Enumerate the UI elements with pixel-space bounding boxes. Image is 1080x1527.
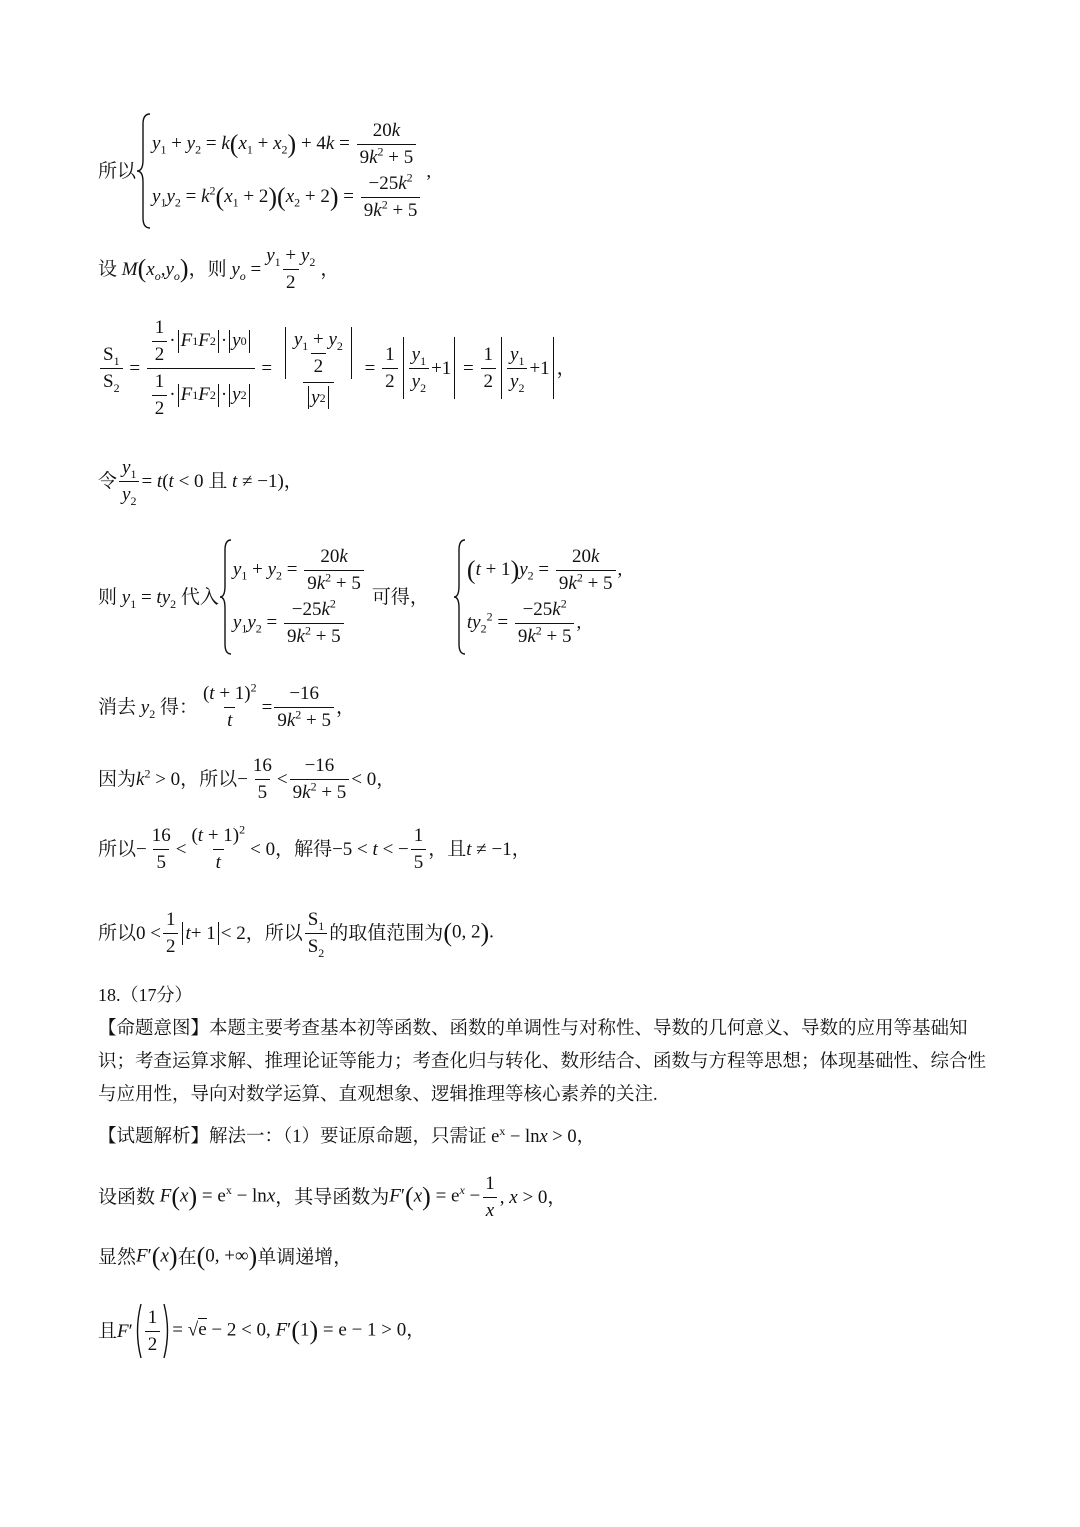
left-brace-icon — [453, 538, 467, 656]
section-heading: 18.（17分） — [98, 985, 193, 1005]
label-suoyi5: ，所以 — [245, 922, 303, 944]
label-zai: 在 — [177, 1246, 197, 1268]
intent-label: 【命题意图】 — [98, 1019, 210, 1039]
label-jiede: ，解得 — [275, 838, 333, 860]
function-definition: 设函数 $F(x) = e^x - \ln x$ ，其导函数为 $F'(x) = e^x$ − $\frac{1}{x}$ , x > 0， — [98, 1173, 567, 1221]
label-suoyi4: 所以 — [98, 922, 137, 944]
eq-sum: $y_1 + y_2 = k(x_1 + x_2) + 4k$ = $\frac{20k}{9k^2 + 5}$ — [152, 121, 422, 168]
sign-check-line: 且 F′ $\frac{1}{2}$ = √e − 2 < 0, F′(1) = e − 1 > 0， — [98, 1302, 425, 1360]
eq-product: $y_1y_2 = k^2(x_1 + 2)(x_2 + 2)$ = $\frac{-25k^2}{9k^2 + 5}$ — [152, 174, 422, 221]
label-suoyi: 所以 — [98, 160, 137, 182]
label-she: 设 — [98, 258, 118, 280]
label-quzhi: 的取值范围为 — [329, 922, 444, 944]
label-dandi: 单调递增， — [257, 1246, 353, 1268]
substitute-system: 则 $y_1 = ty_2$ 代入 $y_1 + y_2$ = $\frac{20k}{9k^2 + 5}$ $y_1y_2$ = $\frac{-25k^2}{9k^2 + 5}$ 可得， $(t + 1)y_2$ = $\frac{20k}{9k^2 + 5}$ , $ty_2^2$ = $\frac{-25k^2}{9k^2 + 5}$ , — [98, 538, 622, 656]
area-ratio-equation: $\frac{S_1}{S_2}$ = $\frac{1}{2}$ · F 1 F 2 · y 0 $\frac{1}{2}$ · F 1 F 2 · y 2 = $\frac{y_1 + y_2}{2}$ y 2 = $\frac{1}{2}$ $\frac{y_1}{y_2}$ +1 = $\frac{1}{2}$ $\frac{y_1}{y_2}$ +1 ， — [98, 318, 576, 419]
analysis-intro: 解法一：（1）要证原命题，只需证 — [209, 1127, 487, 1147]
right-paren-icon — [162, 1302, 172, 1360]
label-suoyi3: 所以 — [98, 838, 137, 860]
analysis-label: 【试题解析】 — [98, 1127, 210, 1147]
set-func: 设函数 — [98, 1186, 156, 1208]
monotonic-line: 显然 F′(x) 在 (0, +∞) 单调递增， — [98, 1242, 353, 1271]
intent-text: 本题主要考查基本初等函数、函数的单调性与对称性、导数的几何意义、导数的应用等基础知识；考查运算求解、推理论证等能力；考查化归与转化、数形结合、函数与方程等思想；体现基础性、综合性与应用性，导向对数学运算、直观想象、逻辑推理等核心素养的关注. — [98, 1019, 987, 1105]
label-qie2: ，且 — [428, 838, 467, 860]
label-xiaoqu: 消去 — [98, 696, 137, 718]
label-ze2: 则 — [98, 586, 118, 608]
left-paren-icon — [133, 1302, 143, 1360]
system-sum-product: 所以 $y_1 + y_2 = k(x_1 + x_2) + 4k$ = $\frac{20k}{9k^2 + 5}$ $y_1y_2 = k^2(x_1 + 2)(x_2 + 2)$ = $\frac{-25k^2}{9k^2 + 5}$ , — [98, 112, 431, 230]
label-kede: 可得， — [371, 586, 429, 608]
bound-inequality: 因为 $k^2 > 0$ ，所以 − $\frac{16}{5}$ < $\frac{-16}{9k^2 + 5}$ < 0， — [98, 755, 396, 803]
label-ling: 令 — [98, 470, 118, 492]
substitution-t: 令 $\frac{y_1}{y_2}$ = t(t < 0 且 t ≠ −1)， — [98, 457, 303, 508]
system-rows — [152, 121, 422, 221]
label-xianran: 显然 — [98, 1246, 137, 1268]
label-suoyi2: ，所以 — [180, 768, 238, 790]
left-brace-icon — [219, 538, 233, 656]
derivative-is: ，其导函数为 — [275, 1186, 390, 1208]
label-qie: 且 — [208, 470, 228, 492]
solve-t: 所以 − $\frac{16}{5}$ < $\frac{(t + 1)^2}{t}$ < 0 ，解得 −5 < t < − $\frac{1}{5}$ ，且 t ≠ −1， — [98, 822, 531, 873]
label-ze: ，则 — [188, 258, 227, 280]
eliminate-y2: 消去 $y_2$ 得： $\frac{(t + 1)^2}{t}$ = $\frac{-16}{9k^2 + 5}$ ， — [98, 680, 356, 731]
intent-paragraph — [98, 1013, 998, 1112]
range-result: 所以 0 < $\frac{1}{2}$ t + 1 < 2 ，所以 $\frac{S_1}{S_2}$ 的取值范围为 (0, 2). — [98, 909, 494, 960]
analysis-line: 【试题解析】 解法一：（1）要证原命题，只需证 $e^x - \ln x > 0$， — [98, 1123, 596, 1147]
left-brace-icon — [136, 112, 152, 230]
label-dairu: 代入 — [180, 586, 219, 608]
label-yinwei: 因为 — [98, 768, 137, 790]
label-qie3: 且 — [98, 1320, 118, 1342]
midpoint-definition: 设 M ( $x_o$ , $y_o$ ) ，则 $y_o$ = $\frac{y_1 + y_2}{2}$ ， — [98, 245, 340, 293]
label-de: 得： — [159, 696, 198, 718]
